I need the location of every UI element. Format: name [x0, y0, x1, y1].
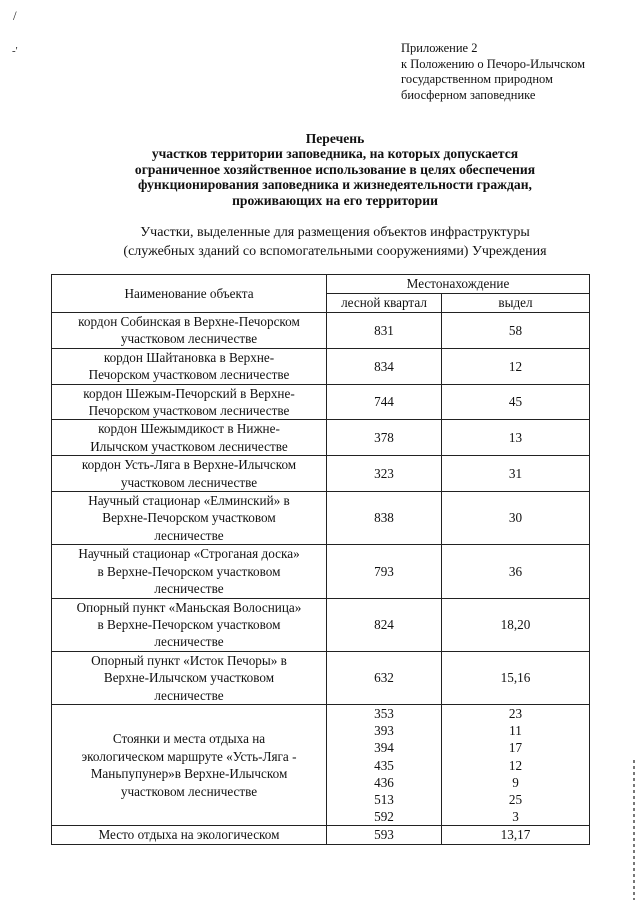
forest-quarter-value: 378 [374, 430, 394, 446]
object-name-line: Илычском участковом лесничестве [90, 438, 288, 454]
forest-quarter-value: 592 [374, 809, 394, 825]
object-name-cell [52, 704, 327, 825]
object-name-cell [52, 348, 327, 384]
table-row [52, 348, 590, 384]
forest-quarter-cell [327, 704, 442, 825]
object-name-line: в Верхне-Печорском участковом [97, 563, 281, 579]
section-cell [442, 704, 590, 825]
object-name-line: кордон Собинская в Верхне-Печорском [78, 314, 300, 329]
subtitle-line: Участки, выделенные для размещения объектов инфраструктуры [140, 225, 530, 240]
forest-quarter-cell [327, 651, 442, 704]
section-cell [442, 598, 590, 651]
section-value: 3 [512, 809, 519, 825]
object-name-line: Маньпупунер»в Верхне-Илычском [90, 766, 288, 782]
forest-quarter-value: 593 [374, 827, 394, 843]
section-value: 31 [508, 465, 523, 481]
appendix-line: государственном природном [401, 72, 553, 86]
forest-quarter-cell [327, 826, 442, 844]
corner-mark-top: / [13, 8, 17, 23]
object-name-line: Печорском участковом лесничестве [88, 403, 290, 419]
section-value: 25 [508, 791, 523, 807]
forest-quarter-cell [327, 348, 442, 384]
table-row [52, 651, 590, 704]
section-cell [442, 651, 590, 704]
section-value: 12 [508, 358, 523, 374]
section-value: 9 [512, 774, 519, 790]
section-value: 23 [508, 705, 523, 721]
object-name-cell [52, 492, 327, 545]
table-row [52, 826, 590, 844]
section-value: 18,20 [500, 616, 531, 632]
appendix-line: биосферном заповеднике [401, 87, 536, 102]
section-value: 17 [508, 740, 523, 756]
document-title [40, 131, 630, 208]
section-subtitle [40, 223, 630, 261]
subtitle-line: (служебных зданий со вспомогательными сооружениями) Учреждения [123, 244, 547, 259]
table-row [52, 384, 590, 420]
forest-quarter-value: 744 [374, 394, 394, 410]
object-name-cell [52, 651, 327, 704]
objects-table [51, 274, 590, 845]
object-name-line: участковом лесничестве [120, 474, 258, 490]
table-body [52, 313, 590, 845]
object-name-line: лесничестве [154, 634, 224, 650]
object-name-line: лесничестве [154, 581, 224, 597]
object-name-line: кордон Усть-Ляга в Верхне-Илычском [81, 457, 297, 473]
table-row [52, 492, 590, 545]
header-forest-quarter: лесной квартал [327, 294, 442, 313]
table-row [52, 704, 590, 825]
table-row [52, 313, 590, 349]
section-value: 15,16 [500, 670, 531, 686]
object-name-cell [52, 545, 327, 598]
object-name-line: экологическом маршруте «Усть-Ляга - [81, 748, 297, 764]
object-name-cell [52, 598, 327, 651]
forest-quarter-cell [327, 384, 442, 420]
object-name-line: лесничестве [154, 527, 224, 543]
object-name-cell [52, 313, 327, 349]
forest-quarter-cell [327, 313, 442, 349]
forest-quarter-cell [327, 598, 442, 651]
table-row [52, 598, 590, 651]
section-cell [442, 826, 590, 844]
section-cell [442, 384, 590, 420]
object-name-line: Печорском участковом лесничестве [88, 367, 290, 383]
object-name-line: участковом лесничестве [120, 331, 258, 347]
object-name-line: участковом лесничестве [120, 783, 258, 799]
object-name-line: кордон Шежым-Печорский в Верхне- [83, 385, 295, 401]
section-value: 58 [508, 322, 523, 338]
section-cell [442, 313, 590, 349]
header-section: выдел [442, 294, 590, 313]
appendix-line: Приложение 2 [401, 41, 478, 55]
object-name-line: Верхне-Печорском участковом [102, 510, 276, 526]
title-heading: Перечень [305, 131, 365, 146]
object-name-line: лесничестве [154, 687, 224, 703]
forest-quarter-value: 393 [374, 723, 394, 739]
forest-quarter-cell [327, 420, 442, 456]
forest-quarter-cell [327, 456, 442, 492]
header-location: Местонахождение [327, 275, 590, 294]
table-row [52, 545, 590, 598]
forest-quarter-value: 394 [374, 740, 394, 756]
scan-edge-artifact [633, 760, 635, 900]
forest-quarter-value: 793 [374, 563, 394, 579]
header-object-name: Наименование объекта [52, 275, 327, 313]
section-cell [442, 545, 590, 598]
forest-quarter-value: 838 [374, 510, 394, 526]
section-value: 36 [508, 563, 523, 579]
object-name-line: Место отдыха на экологическом [98, 827, 280, 843]
appendix-line: к Положению о Печоро-Илычском [401, 56, 586, 71]
object-name-line: Научный стационар «Строганая доска» [78, 546, 300, 562]
forest-quarter-value: 834 [374, 358, 394, 374]
title-line: участков территории заповедника, на которых допускается [151, 146, 519, 162]
object-name-line: Опорный пункт «Маньская Волосница» [76, 599, 302, 615]
forest-quarter-cell [327, 492, 442, 545]
object-name-cell [52, 420, 327, 456]
forest-quarter-value: 632 [374, 670, 394, 686]
forest-quarter-value: 436 [374, 774, 394, 790]
section-cell [442, 420, 590, 456]
table-row [52, 456, 590, 492]
object-name-cell [52, 384, 327, 420]
corner-mark-side: -' [12, 45, 18, 57]
section-value: 12 [508, 757, 523, 773]
object-name-line: Стоянки и места отдыха на [112, 731, 266, 747]
section-value: 30 [508, 510, 523, 526]
forest-quarter-value: 513 [374, 791, 394, 807]
title-line: функционирования заповедника и жизнедеятельности граждан, [138, 177, 532, 193]
table-row [52, 420, 590, 456]
section-value: 13 [508, 430, 523, 446]
title-line: проживающих на его территории [232, 192, 438, 208]
forest-quarter-cell [327, 545, 442, 598]
title-line: ограниченное хозяйственное использование в целях обеспечения [134, 161, 536, 177]
object-name-line: в Верхне-Печорском участковом [97, 616, 281, 632]
object-name-line: Научный стационар «Елминский» в [88, 493, 290, 509]
forest-quarter-value: 323 [374, 465, 394, 481]
section-value: 11 [509, 723, 522, 739]
forest-quarter-value: 824 [374, 616, 394, 632]
object-name-line: кордон Шайтановка в Верхне- [103, 349, 275, 365]
section-cell [442, 456, 590, 492]
section-value: 13,17 [500, 827, 531, 843]
forest-quarter-value: 831 [374, 322, 394, 338]
object-name-cell [52, 456, 327, 492]
object-name-cell [52, 826, 327, 844]
section-value: 45 [508, 394, 523, 410]
forest-quarter-value: 353 [374, 705, 394, 721]
forest-quarter-value: 435 [374, 757, 394, 773]
object-name-line: Верхне-Илычском участковом [103, 670, 275, 686]
object-name-line: кордон Шежымдикост в Нижне- [98, 421, 280, 437]
section-cell [442, 348, 590, 384]
object-name-line: Опорный пункт «Исток Печоры» в [91, 652, 287, 668]
section-cell [442, 492, 590, 545]
appendix-note [401, 41, 621, 103]
